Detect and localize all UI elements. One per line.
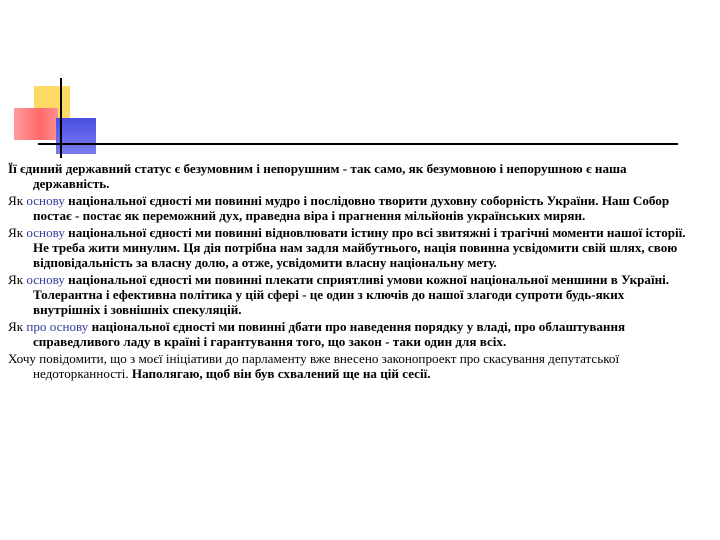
decor-vertical-line xyxy=(60,78,62,158)
decor-blue-square xyxy=(56,118,96,154)
paragraph-keyword: про xyxy=(26,319,47,334)
paragraph-body: Її єдиний державний статус є безумовним і непорушним - так само, як безумовною і непорушною є наша державність. xyxy=(8,161,627,191)
paragraph-4 xyxy=(8,272,688,317)
paragraph-lead: Хочу повідомити, що з моєї ініціативи до парламенту вже внесено законопроект про скасування депутатської недоторканності. xyxy=(8,351,620,381)
paragraph-lead: Як xyxy=(8,319,27,334)
paragraph-body: національної єдності ми повинні плекати сприятливі умови кожної національної меншини в Україні. Толерантна і ефективна політика у цій сфері - це один з ключів до нашої злагоди супроти будь-яких внутрішніх і зовнішніх спекуляцій. xyxy=(33,272,670,317)
paragraph-6 xyxy=(8,351,688,381)
paragraph-keyword-2: основу xyxy=(49,319,89,334)
paragraph-3 xyxy=(8,225,688,270)
paragraph-keyword: основу xyxy=(26,193,65,208)
paragraph-lead: Як xyxy=(8,272,27,287)
paragraph-keyword: основу xyxy=(26,225,65,240)
slide-text xyxy=(8,161,688,383)
paragraph-keyword: основу xyxy=(26,272,65,287)
paragraph-lead: Як xyxy=(8,225,27,240)
paragraph-5 xyxy=(8,319,688,349)
paragraph-1 xyxy=(8,161,688,191)
paragraph-2 xyxy=(8,193,688,223)
paragraph-body: національної єдності ми повинні дбати про наведення порядку у владі, про облаштування справедливого ладу в країні і гарантування того, що закон - таки один для всіх. xyxy=(33,319,626,349)
paragraph-body: Наполягаю, щоб він був схвалений ще на цій сесії. xyxy=(128,366,431,381)
decor-red-square xyxy=(14,108,58,140)
paragraph-lead: Як xyxy=(8,193,27,208)
paragraph-body: національної єдності ми повинні відновлювати істину про всі звитяжні і трагічні моменти нашої історії. Не треба жити минулим. Ця дія потрібна нам задля майбутнього, нація повинна усвідомити свій шлях, свою відповідальність за власну долю, а отже, усвідомити власну національну мету. xyxy=(33,225,686,270)
paragraph-body: національної єдності ми повинні мудро і послідовно творити духовну соборність України. Наш Собор постає - постає як переможний дух, праведна віра і прагнення мільйонів українських мирян. xyxy=(33,193,670,223)
decor-horizontal-line xyxy=(38,143,678,145)
